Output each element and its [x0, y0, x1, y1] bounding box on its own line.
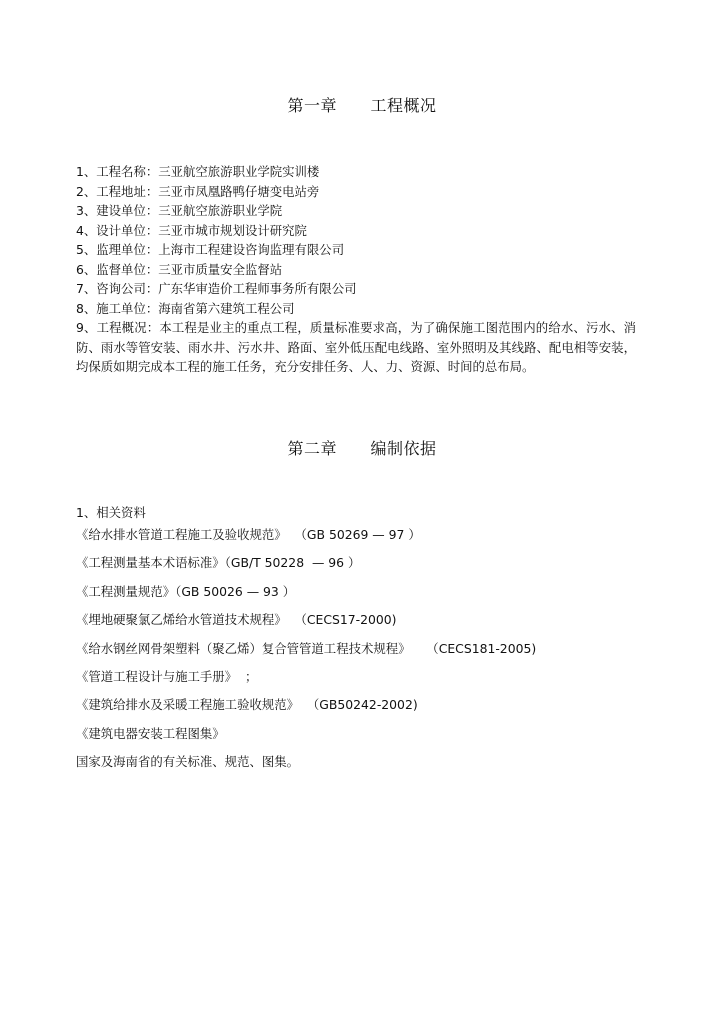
- project-info-list: [76, 162, 636, 377]
- reference-item: 国家及海南省的有关标准、规范、图集。: [76, 754, 300, 770]
- chapter-2-title: 第二章 编制依据: [287, 439, 437, 458]
- reference-item: 《埋地硬聚氯乙烯给水管道技术规程》 （CECS17-2000): [76, 612, 397, 628]
- construction-unit-item: 3、建设单位：三亚航空旅游职业学院: [76, 203, 283, 218]
- consulting-company-item: 7、咨询公司：广东华审造价工程师事务所有限公司: [76, 281, 357, 296]
- reference-item: 《建筑给排水及采暖工程施工验收规范》 （GB50242-2002): [76, 697, 418, 713]
- reference-item: 《给水钢丝网骨架塑料（聚乙烯）复合管管道工程技术规程》 （CECS181-2005): [76, 640, 537, 656]
- reference-list: [76, 503, 656, 781]
- reference-item: 《给水排水管道工程施工及验收规范》 （GB 50269 — 97 ）: [76, 527, 421, 542]
- reference-item: 《工程测量基本术语标准》（GB/T 50228 — 96 ）: [76, 555, 361, 571]
- design-unit-item: 4、设计单位：三亚市城市规划设计研究院: [76, 222, 307, 238]
- references-heading: 1、相关资料: [76, 505, 146, 520]
- project-name-item: 1、工程名称：三亚航空旅游职业学院实训楼: [76, 164, 320, 179]
- project-address-item: 2、工程地址：三亚市凤凰路鸭仔塘变电站旁: [76, 183, 320, 199]
- contractor-item: 8、施工单位：海南省第六建筑工程公司: [76, 300, 295, 316]
- reference-item: 《工程测量规范》（GB 50026 — 93 ）: [76, 583, 296, 599]
- supervision-unit-item: 5、监理单位：上海市工程建设咨询监理有限公司: [76, 242, 345, 257]
- chapter-1-title: 第一章 工程概况: [287, 96, 437, 115]
- project-overview-paragraph: 9、工程概况：本工程是业主的重点工程，质量标准要求高，为了确保施工图范围内的给水、污水、消防、雨水等管安装、雨水井、污水井、路面、室外低压配电线路、室外照明及其线路、配电相等安装，均保质如期完成本工程的施工任务，充分安排任务、人、力、资源、时间的总布局。: [76, 320, 636, 374]
- reference-item: 《建筑电器安装工程图集》: [76, 725, 225, 741]
- oversight-unit-item: 6、监督单位：三亚市质量安全监督站: [76, 261, 283, 277]
- reference-item: 《管道工程设计与施工手册》 ；: [76, 668, 258, 684]
